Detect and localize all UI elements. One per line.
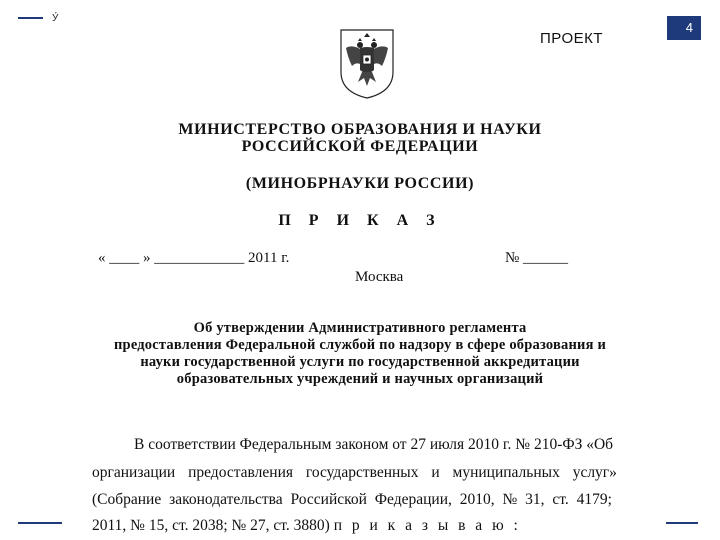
subject-line: Об утверждении Административного регламента — [193, 320, 527, 336]
order-command: п р и к а з ы в а ю : — [333, 517, 521, 534]
body-line: (Собрание законодательства Российской Федерации, 2010, № 31, ст. 4179; — [92, 491, 612, 508]
body-line: 2011, № 15, ст. 2038; № 27, ст. 3880) — [92, 517, 330, 534]
order-date-line: « ____ » ____________ 2011 г. — [98, 250, 290, 266]
order-title: П Р И К А З — [278, 212, 442, 229]
order-city: Москва — [355, 269, 404, 285]
order-number-line: № ______ — [505, 250, 569, 266]
ministry-short-name: (МИНОБРНАУКИ РОССИИ) — [245, 175, 475, 192]
bottom-left-rule — [18, 522, 62, 524]
subject-line: образовательных учреждений и научных организаций — [176, 371, 544, 387]
russian-coat-of-arms-icon — [338, 28, 396, 100]
page-number-badge: 4 — [667, 16, 701, 40]
subject-line: предоставления Федеральной службой по надзору в сфере образования и — [114, 337, 606, 353]
top-left-rule — [18, 17, 43, 19]
ministry-name-line-2: РОССИЙСКОЙ ФЕДЕРАЦИИ — [241, 138, 479, 155]
subject-line: науки государственной услуги по государственной аккредитации — [140, 354, 580, 370]
body-line: В соответствии Федеральным законом от 27 июля 2010 г. № 210-ФЗ «Об — [134, 436, 614, 453]
order-subject — [0, 320, 720, 388]
body-line-last — [92, 517, 636, 535]
ministry-name-line-1: МИНИСТЕРСТВО ОБРАЗОВАНИЯ И НАУКИ — [178, 121, 542, 138]
slide-tag: У́ — [52, 13, 59, 24]
bottom-right-rule — [666, 522, 698, 524]
body-line: организации предоставления государственных и муниципальных услуг» — [92, 464, 617, 481]
draft-label: ПРОЕКТ — [540, 30, 604, 47]
